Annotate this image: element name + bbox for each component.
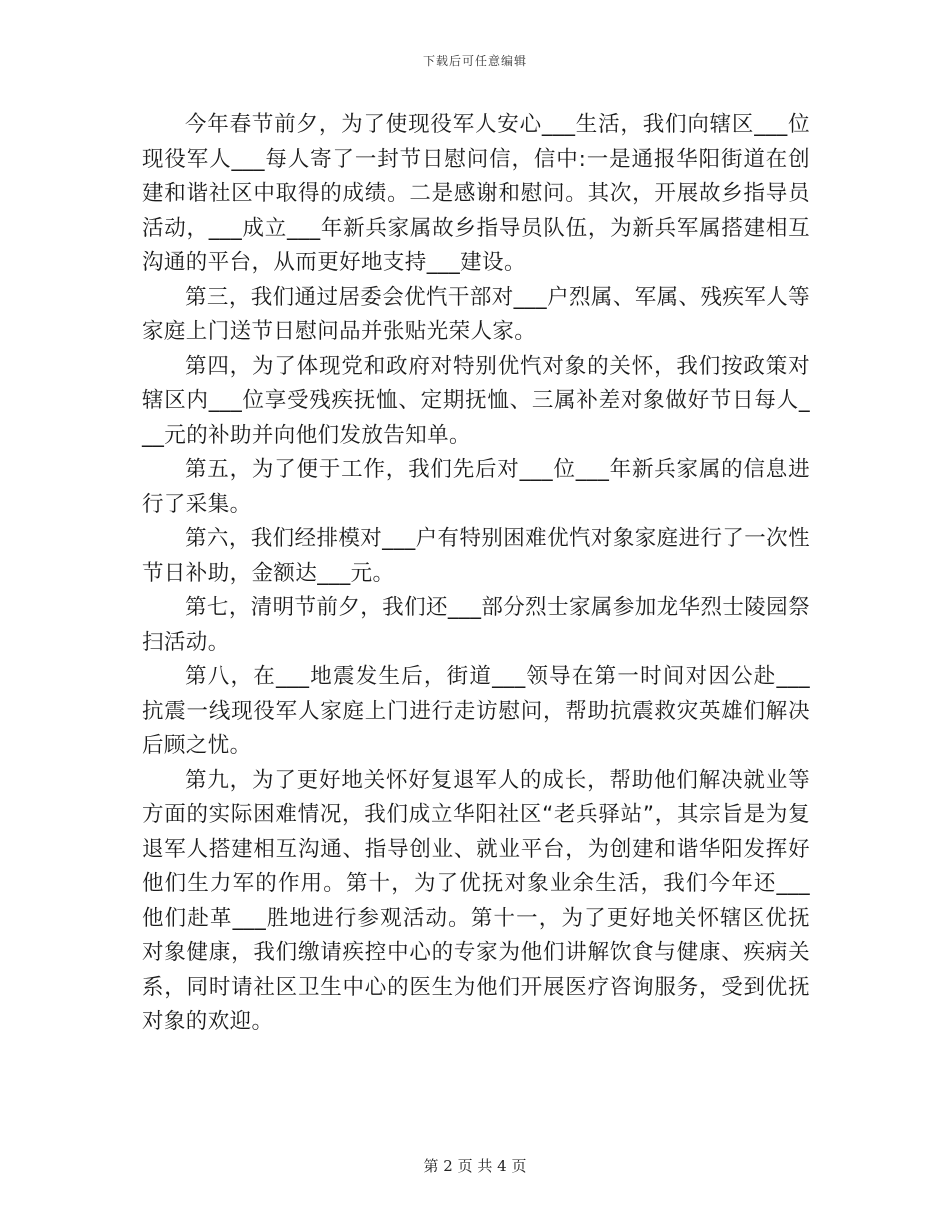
paragraph-3: 第四，为了体现党和政府对特别优忾对象的关怀，我们按政策对辖区内___位享受残疾抚恤、定期抚恤、三属补差对象做好节日每人___元的补助并向他们发放告知单。 (142, 353, 810, 448)
document-body (142, 108, 810, 1040)
paragraph-5: 第六，我们经排模对___户有特别困难优忾对象家庭进行了一次性节日补助，金额达___元。 (142, 526, 810, 586)
paragraph-6: 第七，清明节前夕，我们还___部分烈士家属参加龙华烈士陵园祭扫活动。 (142, 595, 810, 655)
paragraph-7: 第八，在___地震发生后，街道___领导在第一时间对因公赴___抗震一线现役军人家庭上门进行走访慰问，帮助抗震救灾英雄们解决后顾之忧。 (142, 664, 810, 758)
page-footer: 第 2 页 共 4 页 (423, 1157, 527, 1175)
page-header: 下载后可任意编辑 (422, 54, 527, 68)
paragraph-1: 今年春节前夕，为了使现役军人安心___生活，我们向辖区___位现役军人___每人寄了一封节日慰问信，信中:一是通报华阳街道在创建和谐社区中取得的成绩。二是感谢和慰问。其次，开展故乡指导员活动，___成立___年新兵家属故乡指导员队伍，为新兵军属搭建相互沟通的平台，从而更好地支持___建设。 (142, 112, 810, 275)
paragraph-4: 第五，为了便于工作，我们先后对___位___年新兵家属的信息进行了采集。 (142, 457, 810, 517)
paragraph-8: 第九，为了更好地关怀好复退军人的成长，帮助他们解决就业等方面的实际困难情况，我们成立华阳社区“老兵驿站”，其宗旨是为复退军人搭建相互沟通、指导创业、就业平台，为创建和谐华阳发挥好他们生力军的作用。第十，为了优抚对象业余生活，我们今年还___他们赴革___胜地进行参观活动。第十一，为了更好地关怀辖区优抚对象健康，我们缴请疾控中心的专家为他们讲解饮食与健康、疾病关系，同时请社区卫生中心的医生为他们开展医疗咨询服务，受到优抚对象的欢迎。 (142, 767, 810, 1034)
paragraph-2: 第三，我们通过居委会优忾干部对___户烈属、军属、残疾军人等家庭上门送节日慰问品并张贴光荣人家。 (142, 284, 810, 344)
